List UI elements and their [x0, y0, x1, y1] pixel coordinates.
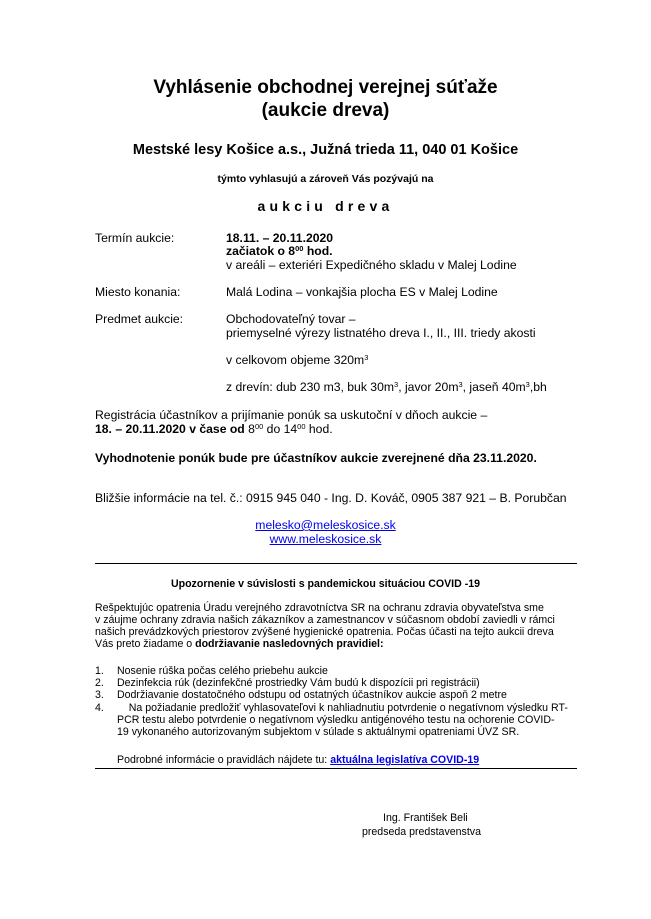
document-title-line2: (aukcie dreva)	[261, 100, 390, 121]
covid-paragraph-line2: v záujme ochrany zdravia našich zákazníkov a zamestnancov v súčasnom období zaviedli v rámci	[95, 614, 555, 626]
auction-heading: aukciu dreva	[257, 198, 394, 214]
term-label: Termín aukcie:	[95, 231, 175, 245]
venue-label: Miesto konania:	[95, 285, 181, 299]
contact-info: Bližšie informácie na tel. č.: 0915 945 040 - Ing. D. Kováč, 0905 387 921 – B. Porubčan	[95, 491, 567, 505]
term-place: v areáli – exteriéri Expedičného skladu v Malej Lodine	[226, 258, 517, 272]
rule-number: 4.	[95, 702, 104, 714]
evaluation-notice: Vyhodnotenie ponúk bude pre účastníkov aukcie zverejnené dňa 23.11.2020.	[95, 451, 537, 465]
covid-paragraph-line1: Rešpektujúc opatrenia Úradu verejného zdravotníctva SR na ochranu zdravia obyvateľstva sme	[95, 602, 544, 614]
rule-item-continuation: 19 vykonaného autorizovaným subjektom v súlade s aktuálnymi opatreniami ÚVZ SR.	[117, 726, 520, 738]
term-start: začiatok o $8^{00}$ hod.	[226, 244, 333, 258]
covid-paragraph-line4: Vás preto žiadame o dodržiavanie nasledovných pravidiel:	[95, 638, 384, 650]
rule-number: 2.	[95, 677, 104, 689]
invitation-text: týmto vyhlasujú a zároveň Vás pozývajú na	[217, 173, 434, 185]
covid-info-line: Podrobné informácie o pravidlách nájdete tu: aktuálna legislatíva COVID-19	[117, 754, 480, 766]
rule-number: 3.	[95, 689, 104, 701]
registration-line2: 18. – 20.11.2020 v čase od $8^{00}$ do $14^{00}$ hod.	[95, 422, 333, 436]
rule-item: Nosenie rúška počas celého priebehu aukcie	[117, 665, 328, 677]
rule-item: Dodržiavanie dostatočného odstupu od ostatných účastníkov aukcie aspoň 2 metre	[117, 689, 507, 701]
rule-number: 1.	[95, 665, 104, 677]
venue-value: Malá Lodina – vonkajšia plocha ES v Malej Lodine	[226, 285, 498, 299]
document-title-line1: Vyhlásenie obchodnej verejnej súťaže	[153, 77, 498, 98]
signatory-role: predseda predstavenstva	[362, 826, 481, 838]
organizer: Mestské lesy Košice a.s., Južná trieda 11, 040 01 Košice	[132, 142, 519, 158]
signatory-name: Ing. František Beli	[383, 812, 468, 824]
subject-line1: Obchodovateľný tovar –	[226, 312, 356, 326]
registration-line1: Registrácia účastníkov a prijímanie ponúk sa uskutoční v dňoch aukcie –	[95, 408, 488, 422]
rule-item: Na požiadanie predložiť vyhlasovateľovi k nahliadnutiu potvrdenie o negatívnom výsledku RT-	[117, 702, 568, 714]
rule-item-continuation: PCR testu alebo potvrdenie o negatívnom výsledku antigénového testu na ochorenie COVID-	[117, 714, 555, 726]
covid-legislation-link[interactable]: aktuálna legislatíva COVID-19	[330, 754, 480, 766]
covid-heading: Upozornenie v súvislosti s pandemickou situáciou COVID -19	[170, 578, 481, 590]
term-dates: 18.11. – 20.11.2020	[226, 231, 334, 245]
website-link[interactable]: www.meleskosice.sk	[269, 532, 382, 546]
rule-item: Dezinfekcia rúk (dezinfekčné prostriedky Vám budú k dispozícii pri registrácii)	[117, 677, 480, 689]
subject-line2: priemyselné výrezy listnatého dreva I., II., III. triedy akosti	[226, 326, 536, 340]
subject-label: Predmet aukcie:	[95, 312, 184, 326]
subject-volume: v celkovom objeme $320m^3$	[226, 353, 369, 367]
section-divider-bottom	[95, 768, 577, 769]
covid-paragraph-line3: našich prevádzkových priestorov zvýšené hygienické opatrenia. Počas účasti na tejto aukcii dreva	[95, 626, 554, 638]
subject-species: z drevín: dub 230 m3, buk $30m^3$, javor $20m^3$, jaseň $40m^3,bh$	[226, 380, 547, 394]
email-link[interactable]: melesko@meleskosice.sk	[255, 518, 396, 532]
section-divider-top	[95, 563, 577, 564]
